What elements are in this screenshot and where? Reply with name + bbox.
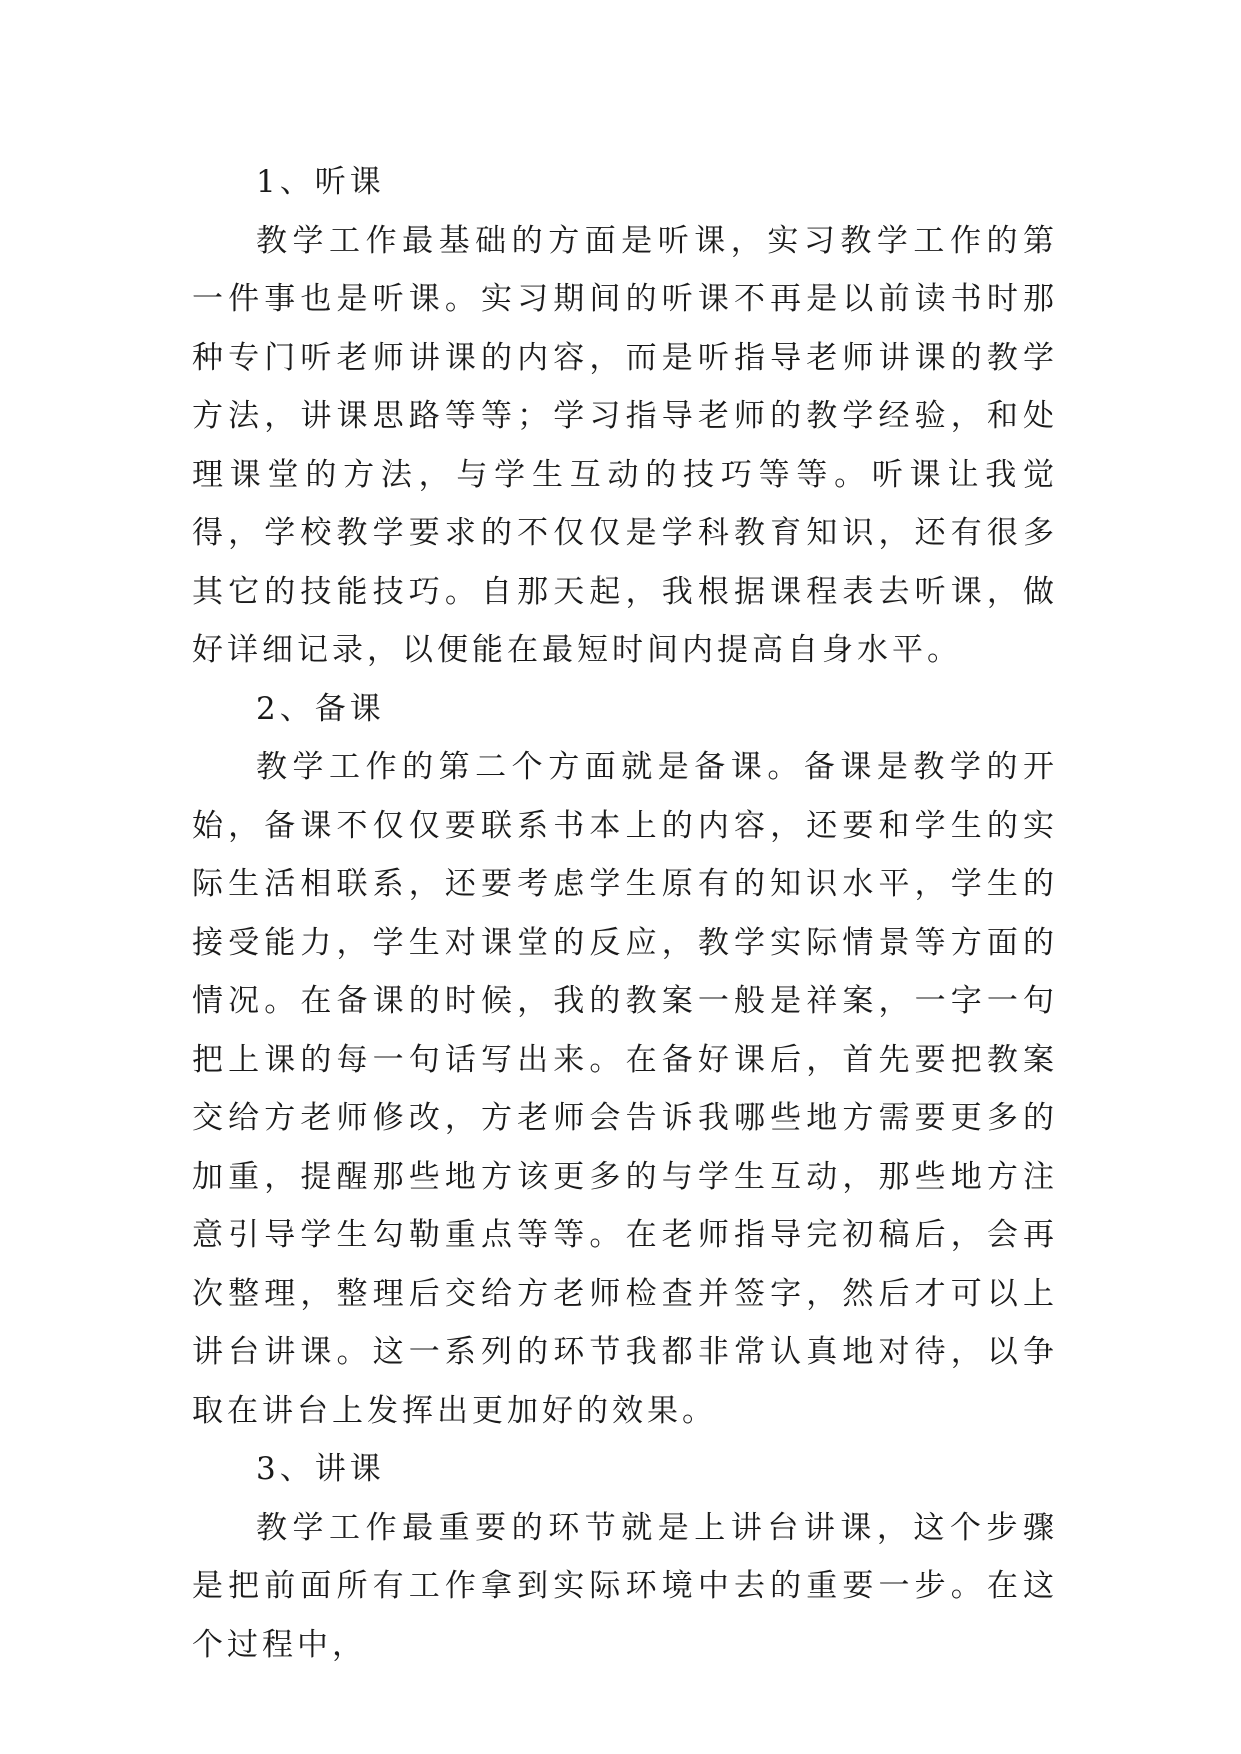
document-body bbox=[192, 153, 1058, 1674]
section-heading-listening: 1、听课 bbox=[256, 164, 385, 200]
section-paragraph-listening: 教学工作最基础的方面是听课，实习教学工作的第一件事也是听课。实习期间的听课不再是以前读书时那种专门听老师讲课的内容，而是听指导老师讲课的教学方法，讲课思路等等；学习指导老师的教学经验，和处理课堂的方法，与学生互动的技巧等等。听课让我觉得，学校教学要求的不仅仅是学科教育知识，还有很多其它的技能技巧。自那天起，我根据课程表去听课，做好详细记录，以便能在最短时间内提高自身水平。 bbox=[192, 222, 1058, 668]
section-paragraph-teaching: 教学工作最重要的环节就是上讲台讲课，这个步骤是把前面所有工作拿到实际环境中去的重要一步。在这个过程中， bbox=[192, 1509, 1058, 1663]
section-heading-teaching: 3、讲课 bbox=[256, 1451, 385, 1487]
section-heading-preparation: 2、备课 bbox=[256, 690, 385, 727]
section-paragraph-preparation: 教学工作的第二个方面就是备课。备课是教学的开始，备课不仅仅要联系书本上的内容，还要和学生的实际生活相联系，还要考虑学生原有的知识水平，学生的接受能力，学生对课堂的反应，教学实际情景等方面的情况。在备课的时候，我的教案一般是祥案，一字一句把上课的每一句话写出来。在备好课后，首先要把教案交给方老师修改，方老师会告诉我哪些地方需要更多的加重，提醒那些地方该更多的与学生互动，那些地方注意引导学生勾勒重点等等。在老师指导完初稿后，会再次整理，整理后交给方老师检查并签字，然后才可以上讲台讲课。这一系列的环节我都非常认真地对待，以争取在讲台上发挥出更加好的效果。 bbox=[192, 749, 1058, 1429]
